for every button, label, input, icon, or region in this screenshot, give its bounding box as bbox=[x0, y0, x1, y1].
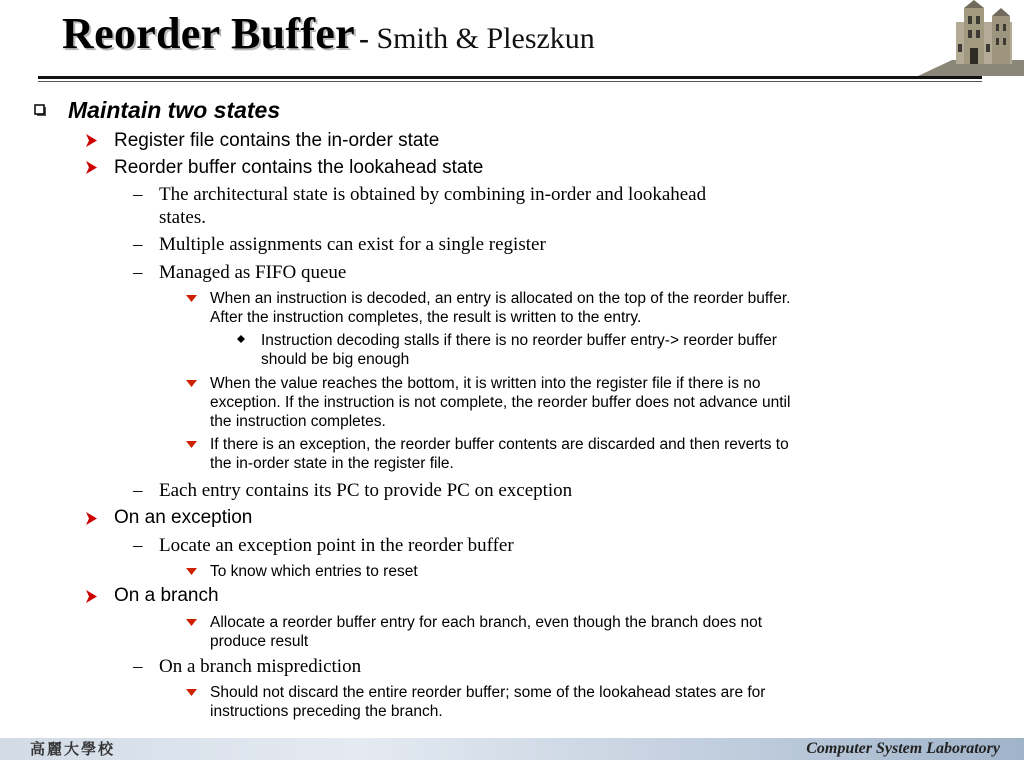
dash-bullet: – bbox=[133, 184, 143, 205]
dash-bullet: – bbox=[133, 535, 143, 556]
outline-item-line: states. bbox=[159, 207, 206, 228]
outline-item-line: the instruction completes. bbox=[210, 413, 386, 430]
outline-item: On a branch misprediction bbox=[159, 656, 362, 677]
red-triangle-bullet-icon bbox=[186, 568, 197, 575]
dash-bullet: – bbox=[133, 234, 143, 255]
title-main: Reorder Buffer bbox=[62, 9, 355, 58]
outline-item: Managed as FIFO queue bbox=[159, 262, 347, 283]
outline-item-line: The architectural state is obtained by combining in-order and lookahead bbox=[159, 184, 707, 205]
outline-item-line: Should not discard the entire reorder buffer; some of the lookahead states are for bbox=[210, 684, 766, 701]
arrow-bullet-icon bbox=[86, 161, 97, 174]
outline-item: On a branch bbox=[114, 585, 219, 606]
dash-bullet: – bbox=[133, 262, 143, 283]
outline-item-line: instructions preceding the branch. bbox=[210, 703, 443, 720]
lab-name: Computer System Laboratory bbox=[806, 740, 1000, 757]
outline-item: On an exception bbox=[114, 507, 253, 528]
outline-item-line: When an instruction is decoded, an entry is allocated on the top of the reorder buffer. bbox=[210, 290, 791, 307]
outline-item-line: Allocate a reorder buffer entry for each branch, even though the branch does not bbox=[210, 614, 763, 631]
outline-item: Reorder buffer contains the lookahead state bbox=[114, 157, 484, 178]
dash-bullet: – bbox=[133, 480, 143, 501]
title-authors: Smith & Pleszkun bbox=[376, 22, 595, 55]
university-name: 高麗大學校 bbox=[30, 740, 116, 758]
outline-item-line: exception. If the instruction is not complete, the reorder buffer does not advance until bbox=[210, 394, 791, 411]
outline-item-line: After the instruction completes, the result is written to the entry. bbox=[210, 309, 642, 326]
arrow-bullet-icon bbox=[86, 590, 97, 603]
dash-bullet: – bbox=[133, 656, 143, 677]
outline-item: Each entry contains its PC to provide PC on exception bbox=[159, 480, 573, 501]
red-triangle-bullet-icon bbox=[186, 380, 197, 387]
outline-item: Maintain two states bbox=[68, 97, 281, 123]
red-triangle-bullet-icon bbox=[186, 619, 197, 626]
red-triangle-bullet-icon bbox=[186, 689, 197, 696]
red-triangle-bullet-icon bbox=[186, 441, 197, 448]
outline-item-line: the in-order state in the register file. bbox=[210, 455, 454, 472]
outline-item: Locate an exception point in the reorder buffer bbox=[159, 535, 514, 556]
outline-item-line: Instruction decoding stalls if there is no reorder buffer entry-> reorder buffer bbox=[261, 332, 777, 349]
outline-item-line: If there is an exception, the reorder buffer contents are discarded and then reverts to bbox=[210, 436, 789, 453]
outline-item-line: should be big enough bbox=[261, 351, 410, 368]
diamond-bullet-icon bbox=[237, 335, 245, 343]
arrow-bullet-icon bbox=[86, 512, 97, 525]
title-dash: - bbox=[358, 22, 369, 55]
red-triangle-bullet-icon bbox=[186, 295, 197, 302]
outline-item-line: produce result bbox=[210, 633, 309, 650]
outline-item: Register file contains the in-order state bbox=[114, 130, 440, 151]
outline-item: To know which entries to reset bbox=[210, 563, 418, 580]
outline-item: Multiple assignments can exist for a single register bbox=[159, 234, 546, 255]
slide-footer bbox=[0, 738, 1024, 760]
outline-item-line: When the value reaches the bottom, it is written into the register file if there is no bbox=[210, 375, 761, 392]
checkbox-bullet-icon bbox=[34, 104, 47, 117]
arrow-bullet-icon bbox=[86, 134, 97, 147]
